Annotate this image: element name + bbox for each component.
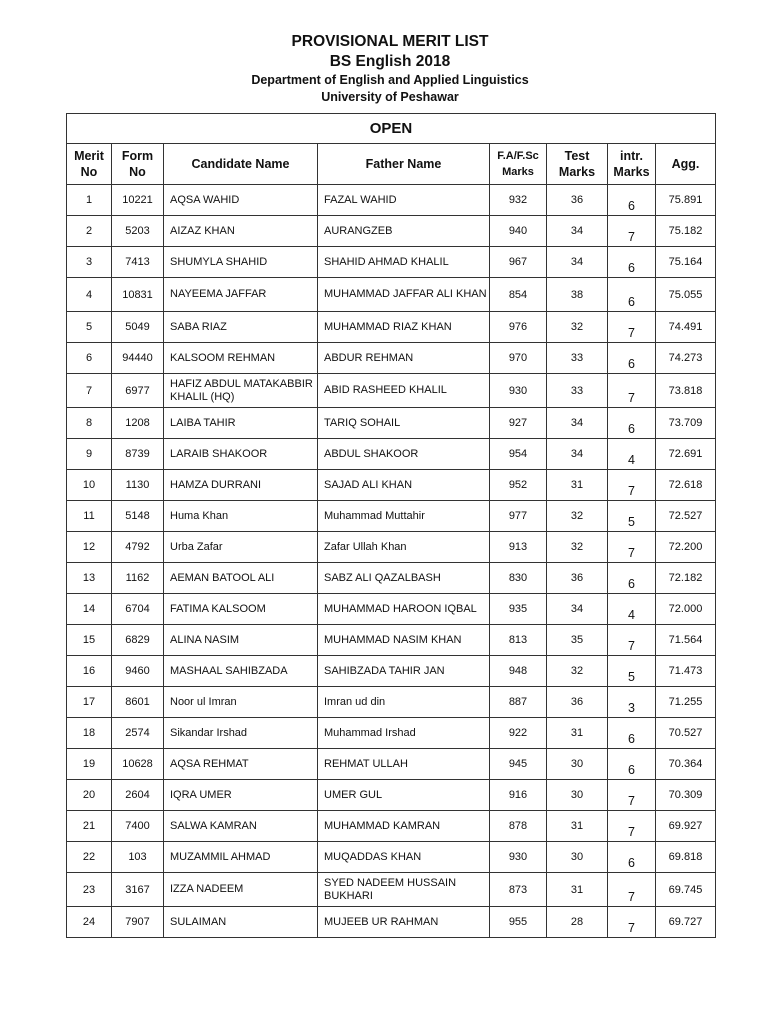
merit-no-cell: 8 <box>67 408 112 439</box>
candidate-name-cell: ALINA NASIM <box>164 625 318 656</box>
merit-no-cell: 6 <box>67 343 112 374</box>
agg-cell: 71.473 <box>656 656 716 687</box>
form-no-cell: 1162 <box>112 563 164 594</box>
candidate-name-cell: HAFIZ ABDUL MATAKABBIR KHALIL (HQ) <box>164 374 318 408</box>
col-intr-marks: intr. Marks <box>608 144 656 185</box>
fa-fsc-marks-cell: 930 <box>490 374 547 408</box>
intr-marks-cell: 6 <box>608 749 656 780</box>
candidate-name-cell: NAYEEMA JAFFAR <box>164 278 318 312</box>
merit-no-cell: 7 <box>67 374 112 408</box>
agg-cell: 70.364 <box>656 749 716 780</box>
fa-fsc-marks-cell: 930 <box>490 842 547 873</box>
department-name: Department of English and Applied Linguistics <box>251 73 529 87</box>
fa-fsc-marks-cell: 854 <box>490 278 547 312</box>
father-name-cell: MUHAMMAD JAFFAR ALI KHAN <box>318 278 490 312</box>
fa-fsc-marks-cell: 878 <box>490 811 547 842</box>
merit-no-cell: 21 <box>67 811 112 842</box>
table-header-row <box>67 144 716 185</box>
table-row <box>67 718 716 749</box>
test-marks-cell: 34 <box>547 247 608 278</box>
form-no-cell: 7400 <box>112 811 164 842</box>
intr-marks-cell: 7 <box>608 374 656 408</box>
agg-cell: 70.527 <box>656 718 716 749</box>
agg-cell: 75.055 <box>656 278 716 312</box>
program-title: BS English 2018 <box>329 53 451 70</box>
father-name-cell: TARIQ SOHAIL <box>318 408 490 439</box>
form-no-cell: 103 <box>112 842 164 873</box>
agg-cell: 69.818 <box>656 842 716 873</box>
table-row <box>67 343 716 374</box>
col-fa-fsc-marks: F.A/F.Sc Marks <box>490 144 547 185</box>
candidate-name-cell: AQSA REHMAT <box>164 749 318 780</box>
test-marks-cell: 30 <box>547 842 608 873</box>
fa-fsc-marks-cell: 970 <box>490 343 547 374</box>
candidate-name-cell: SHUMYLA SHAHID <box>164 247 318 278</box>
candidate-name-cell: IQRA UMER <box>164 780 318 811</box>
table-row <box>67 501 716 532</box>
form-no-cell: 5148 <box>112 501 164 532</box>
intr-marks-cell: 4 <box>608 439 656 470</box>
table-row <box>67 439 716 470</box>
intr-marks-cell: 7 <box>608 811 656 842</box>
agg-cell: 75.164 <box>656 247 716 278</box>
test-marks-cell: 30 <box>547 780 608 811</box>
col-agg: Agg. <box>656 144 716 185</box>
test-marks-cell: 33 <box>547 343 608 374</box>
form-no-cell: 1208 <box>112 408 164 439</box>
father-name-cell: SHAHID AHMAD KHALIL <box>318 247 490 278</box>
form-no-cell: 9460 <box>112 656 164 687</box>
test-marks-cell: 30 <box>547 749 608 780</box>
agg-cell: 72.618 <box>656 470 716 501</box>
form-no-cell: 7413 <box>112 247 164 278</box>
table-row <box>67 470 716 501</box>
form-no-cell: 2574 <box>112 718 164 749</box>
test-marks-cell: 38 <box>547 278 608 312</box>
table-row <box>67 563 716 594</box>
fa-fsc-marks-cell: 922 <box>490 718 547 749</box>
test-marks-cell: 35 <box>547 625 608 656</box>
table-row <box>67 185 716 216</box>
fa-fsc-marks-cell: 873 <box>490 873 547 907</box>
test-marks-cell: 34 <box>547 408 608 439</box>
agg-cell: 69.727 <box>656 907 716 938</box>
fa-fsc-marks-cell: 940 <box>490 216 547 247</box>
fa-fsc-marks-cell: 913 <box>490 532 547 563</box>
table-row <box>67 594 716 625</box>
intr-marks-cell: 6 <box>608 247 656 278</box>
col-candidate-name: Candidate Name <box>164 144 318 185</box>
test-marks-cell: 31 <box>547 718 608 749</box>
candidate-name-cell: Huma Khan <box>164 501 318 532</box>
father-name-cell: FAZAL WAHID <box>318 185 490 216</box>
agg-cell: 72.200 <box>656 532 716 563</box>
table-row <box>67 749 716 780</box>
father-name-cell: Zafar Ullah Khan <box>318 532 490 563</box>
candidate-name-cell: AQSA WAHID <box>164 185 318 216</box>
father-name-cell: Muhammad Muttahir <box>318 501 490 532</box>
candidate-name-cell: AIZAZ KHAN <box>164 216 318 247</box>
father-name-cell: UMER GUL <box>318 780 490 811</box>
fa-fsc-marks-cell: 932 <box>490 185 547 216</box>
merit-list-table <box>66 113 716 938</box>
agg-cell: 74.491 <box>656 312 716 343</box>
table-row <box>67 247 716 278</box>
father-name-cell: MUHAMMAD HAROON IQBAL <box>318 594 490 625</box>
table-row <box>67 312 716 343</box>
merit-no-cell: 14 <box>67 594 112 625</box>
table-body <box>67 185 716 938</box>
test-marks-cell: 31 <box>547 873 608 907</box>
form-no-cell: 7907 <box>112 907 164 938</box>
fa-fsc-marks-cell: 813 <box>490 625 547 656</box>
fa-fsc-marks-cell: 916 <box>490 780 547 811</box>
form-no-cell: 4792 <box>112 532 164 563</box>
fa-fsc-marks-cell: 954 <box>490 439 547 470</box>
test-marks-cell: 28 <box>547 907 608 938</box>
test-marks-cell: 31 <box>547 811 608 842</box>
candidate-name-cell: IZZA NADEEM <box>164 873 318 907</box>
father-name-cell: Imran ud din <box>318 687 490 718</box>
father-name-cell: SAJAD ALI KHAN <box>318 470 490 501</box>
fa-fsc-marks-cell: 927 <box>490 408 547 439</box>
intr-marks-cell: 7 <box>608 216 656 247</box>
agg-cell: 70.309 <box>656 780 716 811</box>
test-marks-cell: 36 <box>547 185 608 216</box>
col-father-name: Father Name <box>318 144 490 185</box>
intr-marks-cell: 6 <box>608 842 656 873</box>
table-row <box>67 873 716 907</box>
fa-fsc-marks-cell: 952 <box>490 470 547 501</box>
form-no-cell: 8601 <box>112 687 164 718</box>
father-name-cell: Muhammad Irshad <box>318 718 490 749</box>
table-row <box>67 532 716 563</box>
form-no-cell: 1130 <box>112 470 164 501</box>
fa-fsc-marks-cell: 967 <box>490 247 547 278</box>
test-marks-cell: 32 <box>547 656 608 687</box>
father-name-cell: ABDUL SHAKOOR <box>318 439 490 470</box>
intr-marks-cell: 5 <box>608 501 656 532</box>
col-test-marks: Test Marks <box>547 144 608 185</box>
col-form-no: Form No <box>112 144 164 185</box>
father-name-cell: MUHAMMAD RIAZ KHAN <box>318 312 490 343</box>
merit-no-cell: 20 <box>67 780 112 811</box>
test-marks-cell: 31 <box>547 470 608 501</box>
candidate-name-cell: SABA RIAZ <box>164 312 318 343</box>
form-no-cell: 10628 <box>112 749 164 780</box>
form-no-cell: 5049 <box>112 312 164 343</box>
merit-no-cell: 5 <box>67 312 112 343</box>
intr-marks-cell: 7 <box>608 470 656 501</box>
intr-marks-cell: 7 <box>608 873 656 907</box>
merit-no-cell: 15 <box>67 625 112 656</box>
form-no-cell: 5203 <box>112 216 164 247</box>
test-marks-cell: 36 <box>547 687 608 718</box>
form-no-cell: 6977 <box>112 374 164 408</box>
intr-marks-cell: 7 <box>608 532 656 563</box>
father-name-cell: SABZ ALI QAZALBASH <box>318 563 490 594</box>
candidate-name-cell: HAMZA DURRANI <box>164 470 318 501</box>
father-name-cell: SYED NADEEM HUSSAIN BUKHARI <box>318 873 490 907</box>
merit-no-cell: 19 <box>67 749 112 780</box>
agg-cell: 73.709 <box>656 408 716 439</box>
intr-marks-cell: 6 <box>608 718 656 749</box>
intr-marks-cell: 6 <box>608 278 656 312</box>
fa-fsc-marks-cell: 976 <box>490 312 547 343</box>
merit-no-cell: 11 <box>67 501 112 532</box>
form-no-cell: 3167 <box>112 873 164 907</box>
test-marks-cell: 33 <box>547 374 608 408</box>
merit-no-cell: 2 <box>67 216 112 247</box>
candidate-name-cell: KALSOOM REHMAN <box>164 343 318 374</box>
intr-marks-cell: 4 <box>608 594 656 625</box>
test-marks-cell: 32 <box>547 532 608 563</box>
form-no-cell: 6829 <box>112 625 164 656</box>
merit-no-cell: 9 <box>67 439 112 470</box>
intr-marks-cell: 6 <box>608 563 656 594</box>
agg-cell: 71.564 <box>656 625 716 656</box>
merit-no-cell: 24 <box>67 907 112 938</box>
form-no-cell: 8739 <box>112 439 164 470</box>
candidate-name-cell: Sikandar Irshad <box>164 718 318 749</box>
table-row <box>67 687 716 718</box>
candidate-name-cell: LARAIB SHAKOOR <box>164 439 318 470</box>
agg-cell: 69.745 <box>656 873 716 907</box>
form-no-cell: 94440 <box>112 343 164 374</box>
test-marks-cell: 32 <box>547 312 608 343</box>
fa-fsc-marks-cell: 935 <box>490 594 547 625</box>
merit-no-cell: 10 <box>67 470 112 501</box>
fa-fsc-marks-cell: 948 <box>490 656 547 687</box>
intr-marks-cell: 3 <box>608 687 656 718</box>
intr-marks-cell: 6 <box>608 408 656 439</box>
father-name-cell: MUHAMMAD NASIM KHAN <box>318 625 490 656</box>
merit-no-cell: 22 <box>67 842 112 873</box>
candidate-name-cell: Noor ul Imran <box>164 687 318 718</box>
merit-no-cell: 18 <box>67 718 112 749</box>
father-name-cell: ABID RASHEED KHALIL <box>318 374 490 408</box>
father-name-cell: SAHIBZADA TAHIR JAN <box>318 656 490 687</box>
fa-fsc-marks-cell: 887 <box>490 687 547 718</box>
intr-marks-cell: 5 <box>608 656 656 687</box>
table-row <box>67 374 716 408</box>
table-row <box>67 780 716 811</box>
father-name-cell: MUHAMMAD KAMRAN <box>318 811 490 842</box>
fa-fsc-marks-cell: 830 <box>490 563 547 594</box>
agg-cell: 71.255 <box>656 687 716 718</box>
table-row <box>67 625 716 656</box>
category-heading: OPEN <box>67 114 716 144</box>
agg-cell: 75.182 <box>656 216 716 247</box>
col-merit-no: Merit No <box>67 144 112 185</box>
test-marks-cell: 34 <box>547 439 608 470</box>
intr-marks-cell: 7 <box>608 312 656 343</box>
agg-cell: 73.818 <box>656 374 716 408</box>
intr-marks-cell: 7 <box>608 907 656 938</box>
agg-cell: 75.891 <box>656 185 716 216</box>
candidate-name-cell: AEMAN BATOOL ALI <box>164 563 318 594</box>
intr-marks-cell: 6 <box>608 343 656 374</box>
agg-cell: 74.273 <box>656 343 716 374</box>
test-marks-cell: 32 <box>547 501 608 532</box>
form-no-cell: 10221 <box>112 185 164 216</box>
candidate-name-cell: FATIMA KALSOOM <box>164 594 318 625</box>
table-row <box>67 811 716 842</box>
agg-cell: 69.927 <box>656 811 716 842</box>
university-name: University of Peshawar <box>321 90 459 104</box>
merit-no-cell: 23 <box>67 873 112 907</box>
table-row <box>67 408 716 439</box>
table-row <box>67 656 716 687</box>
candidate-name-cell: SULAIMAN <box>164 907 318 938</box>
intr-marks-cell: 7 <box>608 625 656 656</box>
father-name-cell: ABDUR REHMAN <box>318 343 490 374</box>
fa-fsc-marks-cell: 977 <box>490 501 547 532</box>
merit-no-cell: 16 <box>67 656 112 687</box>
father-name-cell: MUJEEB UR RAHMAN <box>318 907 490 938</box>
merit-no-cell: 4 <box>67 278 112 312</box>
merit-no-cell: 1 <box>67 185 112 216</box>
father-name-cell: AURANGZEB <box>318 216 490 247</box>
fa-fsc-marks-cell: 945 <box>490 749 547 780</box>
form-no-cell: 2604 <box>112 780 164 811</box>
father-name-cell: REHMAT ULLAH <box>318 749 490 780</box>
agg-cell: 72.691 <box>656 439 716 470</box>
test-marks-cell: 34 <box>547 594 608 625</box>
fa-fsc-marks-cell: 955 <box>490 907 547 938</box>
candidate-name-cell: Urba Zafar <box>164 532 318 563</box>
form-no-cell: 10831 <box>112 278 164 312</box>
table-row <box>67 278 716 312</box>
table-row <box>67 907 716 938</box>
intr-marks-cell: 7 <box>608 780 656 811</box>
agg-cell: 72.000 <box>656 594 716 625</box>
agg-cell: 72.527 <box>656 501 716 532</box>
agg-cell: 72.182 <box>656 563 716 594</box>
father-name-cell: MUQADDAS KHAN <box>318 842 490 873</box>
table-row <box>67 842 716 873</box>
document-title: PROVISIONAL MERIT LIST <box>291 33 489 50</box>
document-header <box>0 32 768 106</box>
form-no-cell: 6704 <box>112 594 164 625</box>
merit-no-cell: 17 <box>67 687 112 718</box>
intr-marks-cell: 6 <box>608 185 656 216</box>
merit-no-cell: 12 <box>67 532 112 563</box>
test-marks-cell: 36 <box>547 563 608 594</box>
candidate-name-cell: LAIBA TAHIR <box>164 408 318 439</box>
candidate-name-cell: SALWA KAMRAN <box>164 811 318 842</box>
merit-no-cell: 13 <box>67 563 112 594</box>
table-row <box>67 216 716 247</box>
candidate-name-cell: MASHAAL SAHIBZADA <box>164 656 318 687</box>
candidate-name-cell: MUZAMMIL AHMAD <box>164 842 318 873</box>
merit-no-cell: 3 <box>67 247 112 278</box>
test-marks-cell: 34 <box>547 216 608 247</box>
